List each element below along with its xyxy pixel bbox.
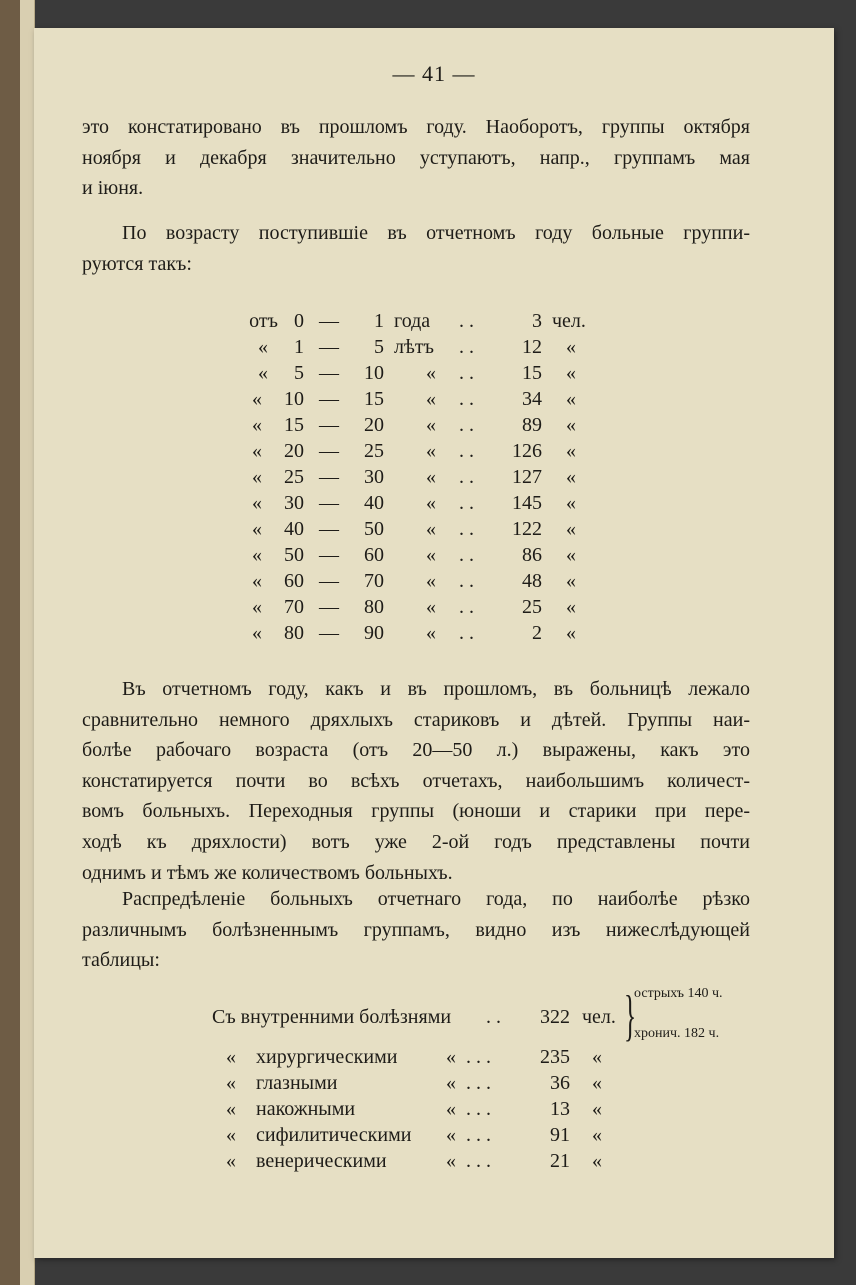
age-dash: — <box>319 466 339 488</box>
age-unit: « <box>426 518 436 540</box>
age-unit: « <box>426 388 436 410</box>
age-from: 20 <box>284 440 304 462</box>
row-prefix: « <box>252 518 262 540</box>
age-unit: « <box>426 492 436 514</box>
age-from: 80 <box>284 622 304 644</box>
age-to: 50 <box>364 518 384 540</box>
age-from: 1 <box>294 336 304 358</box>
disease-label: накожными <box>256 1098 356 1120</box>
age-unit: « <box>426 596 436 618</box>
text-line: таблицы: <box>82 949 160 972</box>
disease-label: венерическими <box>256 1150 387 1172</box>
age-dash: — <box>319 596 339 618</box>
leader-dots: . . <box>459 596 474 618</box>
age-dash: — <box>319 388 339 410</box>
age-to: 1 <box>374 310 384 332</box>
leader-dots: . . . <box>466 1150 491 1172</box>
curly-brace: } <box>624 985 637 1047</box>
age-unit: « <box>426 414 436 436</box>
previous-page-edge <box>20 0 35 1285</box>
disease-label: сифилитическими <box>256 1124 412 1146</box>
age-to: 25 <box>364 440 384 462</box>
patient-count: 36 <box>550 1072 570 1094</box>
leader-dots: . . <box>459 570 474 592</box>
ditto-mark: « <box>446 1072 456 1094</box>
text-line: По возрасту поступившіе въ отчетномъ году больные группи- <box>122 222 750 244</box>
disease-label: Съ внутренними болѣзнями <box>212 1006 452 1028</box>
age-from: 40 <box>284 518 304 540</box>
leader-dots: . . <box>459 544 474 566</box>
age-unit: года <box>394 310 431 332</box>
ditto-mark: « <box>446 1046 456 1068</box>
row-suffix: « <box>592 1072 602 1094</box>
patient-count: 13 <box>550 1098 570 1120</box>
row-suffix: чел. <box>552 310 586 332</box>
row-suffix: « <box>566 596 576 618</box>
text-line: различнымъ болѣзненнымъ группамъ, видно изъ нижеслѣдующей <box>82 918 750 941</box>
row-prefix: « <box>258 336 268 358</box>
row-suffix: « <box>566 492 576 514</box>
age-unit: лѣтъ <box>394 336 434 358</box>
age-from: 0 <box>294 310 304 332</box>
age-from: 70 <box>284 596 304 618</box>
row-prefix: « <box>252 596 262 618</box>
text-line: и іюня. <box>82 177 144 200</box>
text-line: вомъ больныхъ. Переходныя группы (юноши и старики при пере- <box>82 800 750 823</box>
patient-count: 145 <box>512 492 542 514</box>
row-prefix: « <box>226 1072 236 1094</box>
patient-count: 235 <box>540 1046 570 1068</box>
disease-label: глазными <box>256 1072 338 1094</box>
leader-dots: . . . <box>466 1124 491 1146</box>
distribution-intro-paragraph <box>82 884 750 976</box>
text-line: сравнительно немного дряхлыхъ стариковъ и дѣтей. Группы наи- <box>82 708 750 731</box>
leader-dots: . . <box>459 362 474 384</box>
row-suffix: « <box>566 362 576 384</box>
leader-dots: . . . <box>466 1098 491 1120</box>
age-unit: « <box>426 440 436 462</box>
ditto-mark: « <box>446 1150 456 1172</box>
row-suffix: « <box>566 544 576 566</box>
text-line: ноября и декабря значительно уступаютъ, напр., группамъ мая <box>82 146 750 169</box>
age-dash: — <box>319 570 339 592</box>
age-unit: « <box>426 570 436 592</box>
row-suffix: « <box>592 1046 602 1068</box>
row-suffix: « <box>566 570 576 592</box>
age-dash: — <box>319 440 339 462</box>
disease-label: хирургическими <box>256 1046 398 1068</box>
page-number: — 41 — <box>392 61 476 86</box>
row-suffix: « <box>566 414 576 436</box>
age-unit: « <box>426 466 436 488</box>
row-prefix: « <box>252 388 262 410</box>
scan-binding-strip <box>0 0 20 1285</box>
patient-count: 12 <box>522 336 542 358</box>
leader-dots: . . <box>459 388 474 410</box>
patient-count: 34 <box>522 388 542 410</box>
text-line: это констатировано въ прошломъ году. Наоборотъ, группы октября <box>82 116 750 138</box>
book-page <box>34 28 834 1258</box>
age-from: 30 <box>284 492 304 514</box>
age-intro-paragraph <box>82 218 750 279</box>
age-table <box>34 308 834 648</box>
age-to: 80 <box>364 596 384 618</box>
row-prefix: « <box>226 1098 236 1120</box>
patient-count: 126 <box>512 440 542 462</box>
text-line: однимъ и тѣмъ же количествомъ больныхъ. <box>82 861 453 884</box>
text-line: Въ отчетномъ году, какъ и въ прошломъ, въ больницѣ лежало <box>122 678 750 700</box>
leader-dots: . . <box>459 622 474 644</box>
intro-paragraph <box>82 112 750 204</box>
row-suffix: « <box>592 1124 602 1146</box>
leader-dots: . . <box>486 1006 501 1028</box>
patient-count: 322 <box>540 1006 570 1028</box>
acute-count-note: острыхъ 140 ч. <box>634 986 723 1001</box>
age-to: 60 <box>364 544 384 566</box>
age-from: 5 <box>294 362 304 384</box>
text-line: констатируется почти во всѣхъ отчетахъ, наибольшимъ количест- <box>82 769 750 792</box>
leader-dots: . . . <box>466 1046 491 1068</box>
row-suffix: « <box>566 622 576 644</box>
row-suffix: « <box>566 388 576 410</box>
row-prefix: « <box>252 466 262 488</box>
age-to: 10 <box>364 362 384 384</box>
row-suffix: « <box>566 518 576 540</box>
age-dash: — <box>319 518 339 540</box>
leader-dots: . . <box>459 440 474 462</box>
row-prefix: « <box>226 1150 236 1172</box>
row-prefix: « <box>252 492 262 514</box>
patient-count: 25 <box>522 596 542 618</box>
row-prefix: « <box>252 440 262 462</box>
age-to: 40 <box>364 492 384 514</box>
row-prefix: « <box>226 1124 236 1146</box>
row-prefix: отъ <box>249 310 278 332</box>
patient-count: 2 <box>532 622 542 644</box>
age-from: 50 <box>284 544 304 566</box>
age-to: 70 <box>364 570 384 592</box>
chronic-count-note: хронич. 182 ч. <box>634 1026 720 1041</box>
age-dash: — <box>319 336 339 358</box>
age-from: 60 <box>284 570 304 592</box>
row-prefix: « <box>252 544 262 566</box>
row-suffix: « <box>566 336 576 358</box>
age-from: 15 <box>284 414 304 436</box>
row-prefix: « <box>226 1046 236 1068</box>
row-suffix: чел. <box>582 1006 616 1028</box>
age-dash: — <box>319 362 339 384</box>
age-to: 15 <box>364 388 384 410</box>
age-unit: « <box>426 544 436 566</box>
leader-dots: . . <box>459 310 474 332</box>
ditto-mark: « <box>446 1098 456 1120</box>
age-dash: — <box>319 492 339 514</box>
ditto-mark: « <box>446 1124 456 1146</box>
leader-dots: . . <box>459 492 474 514</box>
age-unit: « <box>426 362 436 384</box>
row-suffix: « <box>592 1150 602 1172</box>
age-to: 90 <box>364 622 384 644</box>
text-line: руются такъ: <box>82 252 192 275</box>
age-dash: — <box>319 414 339 436</box>
row-suffix: « <box>592 1098 602 1120</box>
age-to: 5 <box>374 336 384 358</box>
row-prefix: « <box>252 622 262 644</box>
age-from: 10 <box>284 388 304 410</box>
leader-dots: . . <box>459 466 474 488</box>
patient-count: 86 <box>522 544 542 566</box>
row-prefix: « <box>252 570 262 592</box>
row-suffix: « <box>566 440 576 462</box>
patient-count: 15 <box>522 362 542 384</box>
age-unit: « <box>426 622 436 644</box>
row-prefix: « <box>252 414 262 436</box>
patient-count: 91 <box>550 1124 570 1146</box>
age-to: 30 <box>364 466 384 488</box>
patient-count: 21 <box>550 1150 570 1172</box>
row-prefix: « <box>258 362 268 384</box>
text-line: болѣе рабочаго возраста (отъ 20—50 л.) выражены, какъ это <box>82 739 750 762</box>
leader-dots: . . . <box>466 1072 491 1094</box>
disease-table <box>34 985 834 1188</box>
patient-count: 122 <box>512 518 542 540</box>
leader-dots: . . <box>459 336 474 358</box>
leader-dots: . . <box>459 414 474 436</box>
row-suffix: « <box>566 466 576 488</box>
patient-count: 48 <box>522 570 542 592</box>
age-to: 20 <box>364 414 384 436</box>
age-from: 25 <box>284 466 304 488</box>
leader-dots: . . <box>459 518 474 540</box>
age-dash: — <box>319 310 339 332</box>
patient-count: 89 <box>522 414 542 436</box>
patient-count: 3 <box>532 310 542 332</box>
text-line: Распредѣленіе больныхъ отчетнаго года, по наиболѣе рѣзко <box>122 888 750 910</box>
text-line: ходѣ къ дряхлости) вотъ уже 2-ой годъ представлены почти <box>82 830 750 853</box>
patient-count: 127 <box>512 466 542 488</box>
age-dash: — <box>319 544 339 566</box>
age-discussion-paragraph <box>82 674 750 888</box>
age-dash: — <box>319 622 339 644</box>
